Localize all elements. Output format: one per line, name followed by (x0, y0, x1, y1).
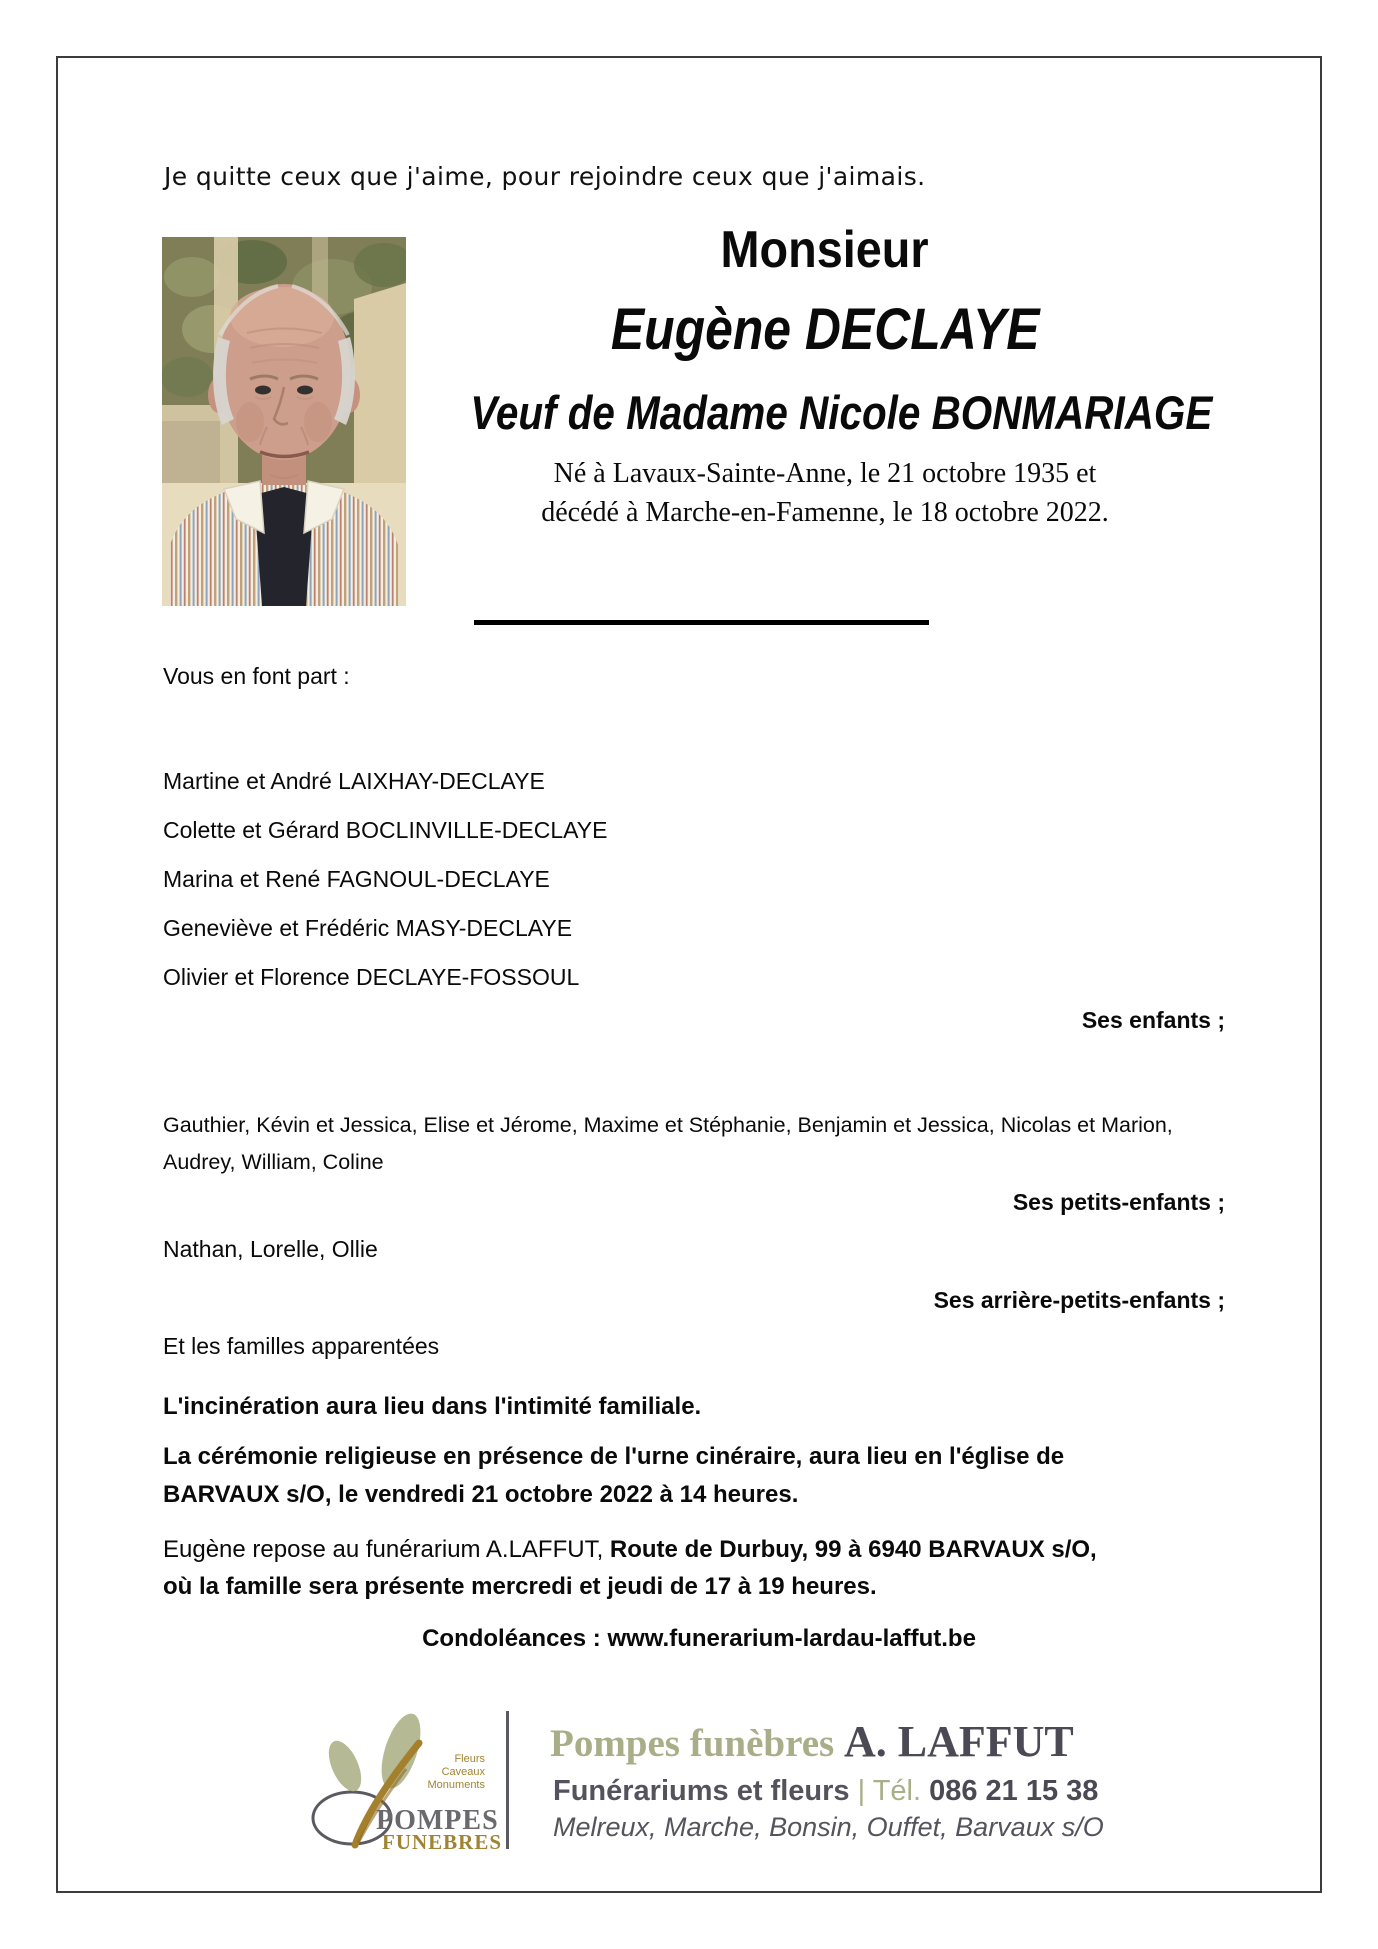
epitaph-quote: Je quitte ceux que j'aime, pour rejoindre ceux que j'aimais. (164, 162, 926, 191)
children-list (163, 757, 607, 1002)
condolences-line: Condoléances : www.funerarium-lardau-laffut.be (422, 1625, 976, 1652)
service-line: BARVAUX s/O, le vendredi 21 octobre 2022 à 14 heures. (163, 1481, 799, 1508)
deceased-name-title (410, 296, 1240, 363)
brand-prefix: Pompes funèbres (550, 1722, 844, 1765)
list-item: Olivier et Florence DECLAYE-FOSSOUL (163, 964, 580, 990)
leaf-icon (374, 1709, 429, 1793)
grandchildren-list (163, 1107, 1173, 1181)
religious-service-notice (163, 1438, 1064, 1514)
great-grandchildren-label: Ses arrière-petits-enfants ; (933, 1287, 1225, 1313)
repose-text-bold: Route de Durbuy, 99 à 6940 BARVAUX s/O, (609, 1536, 1097, 1563)
list-item: Marina et René FAGNOUL-DECLAYE (163, 866, 550, 892)
salutation-text: Monsieur (720, 221, 930, 279)
list-item: Geneviève et Frédéric MASY-DECLAYE (163, 915, 573, 941)
grandchildren-label: Ses petits-enfants ; (1012, 1189, 1225, 1215)
birth-line: Né à Lavaux-Sainte-Anne, le 21 octobre 1935 et (553, 458, 1097, 489)
footer-brand-line (550, 1716, 1074, 1767)
logo-small-text: Fleurs (454, 1753, 485, 1765)
cremation-notice: L'incinération aura lieu dans l'intimité familiale. (163, 1393, 702, 1420)
widower-line (410, 385, 1240, 440)
related-families-line: Et les familles apparentées (163, 1333, 440, 1359)
repose-text-normal: Eugène repose au funérarium A.LAFFUT, (163, 1536, 610, 1563)
list-item: Gauthier, Kévin et Jessica, Elise et Jérome, Maxime et Stéphanie, Benjamin et Jessica, Nicolas et Marion, (163, 1113, 1173, 1137)
portrait-photo (162, 237, 406, 606)
children-label: Ses enfants ; (1081, 1007, 1225, 1033)
logo-word-funebres: FUNEBRES (382, 1830, 503, 1854)
pipe-separator: | (857, 1775, 866, 1807)
list-item: Audrey, William, Coline (163, 1150, 384, 1174)
logo-small-text: Monuments (427, 1779, 485, 1791)
separator-line (474, 620, 929, 625)
tel-label: Tél. (872, 1775, 922, 1807)
brand-name: A. LAFFUT (843, 1717, 1074, 1766)
repose-line (163, 1531, 1097, 1568)
services-text: Funérariums et fleurs (553, 1775, 850, 1807)
announcement-intro: Vous en font part : (163, 663, 350, 689)
footer-locations-line: Melreux, Marche, Bonsin, Ouffet, Barvaux s/O (553, 1812, 1104, 1842)
footer-divider (506, 1711, 509, 1849)
salutation-title (410, 220, 1240, 280)
list-item: Colette et Gérard BOCLINVILLE-DECLAYE (163, 817, 608, 843)
logo-small-text: Caveaux (441, 1766, 485, 1778)
footer-services-line (553, 1775, 1098, 1808)
repose-notice (163, 1531, 1097, 1605)
tel-number: 086 21 15 38 (929, 1775, 1099, 1807)
repose-line: où la famille sera présente mercredi et jeudi de 17 à 19 heures. (163, 1573, 877, 1600)
funeral-home-logo (298, 1703, 503, 1855)
deceased-name-text: Eugène DECLAYE (610, 297, 1040, 362)
list-item: Martine et André LAIXHAY-DECLAYE (163, 768, 545, 794)
leaf-icon (322, 1736, 368, 1796)
death-line: décédé à Marche-en-Famenne, le 18 octobre 2022. (541, 497, 1109, 528)
great-grandchildren-list: Nathan, Lorelle, Ollie (163, 1236, 378, 1262)
service-line: La cérémonie religieuse en présence de l'urne cinéraire, aura lieu en l'église de (163, 1443, 1065, 1470)
widower-text: Veuf de Madame Nicole BONMARIAGE (470, 386, 1213, 439)
logo-word-pompes: POMPES (376, 1805, 499, 1836)
